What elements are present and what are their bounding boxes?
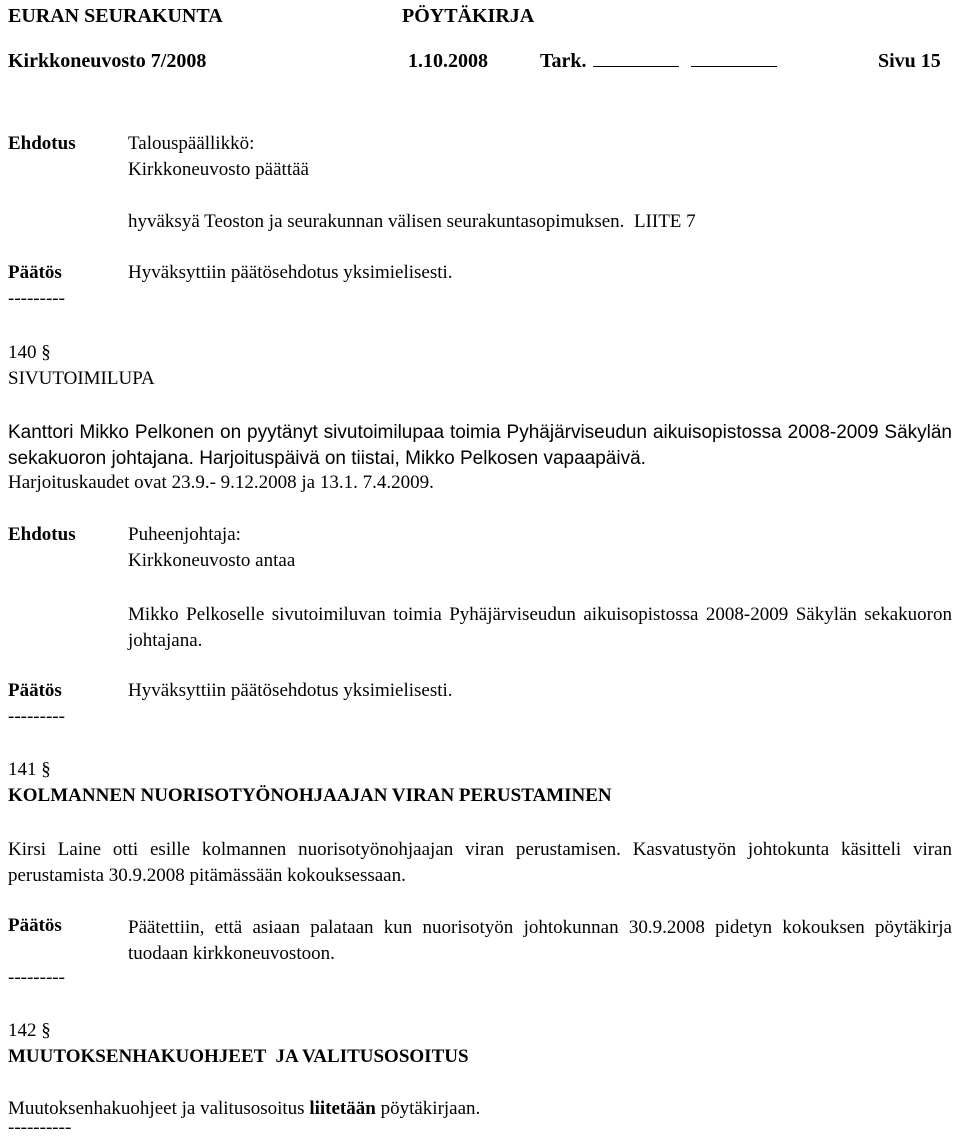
check-signature-line-1 [593,50,679,67]
decision-label: Päätös [8,680,62,701]
attachment-ref: LIITE 7 [633,211,696,232]
separator: --------- [8,288,65,309]
section-title: SIVUTOIMILUPA [8,368,155,389]
proposal-label: Ehdotus [8,133,76,154]
separator: --------- [8,967,65,988]
check-signature-line-2 [691,50,777,67]
proposal-text [128,211,696,233]
section-title: MUUTOKSENHAKUOHJEET JA VALITUSOSOITUS [8,1046,469,1067]
section-sign-icon: § [41,1020,51,1041]
section-text: Muutoksenhakuohjeet ja valitusosoitus liitetään pöytäkirjaan. [8,1098,481,1119]
proposer: Puheenjohtaja: [128,524,241,545]
section-number: 140 § [8,342,51,363]
section-text: Kanttori Mikko Pelkonen on pyytänyt sivutoimilupaa toimia Pyhäjärviseudun aikuisopistossa 2008-2009 Säkylän sekakuoron johtajana. Harjoituspäivä on tiistai, Mikko Pelkosen vapaapäivä. [8,422,952,469]
section-text: Kirsi Laine otti esille kolmannen nuorisotyönohjaajan viran perustamisen. Kasvatustyön johtokunta käsitteli viran perustamista 30.9.2008 pitämässään kokouksessaan. [8,839,952,886]
section-text-dates: Harjoituskaudet ovat 23.9.- 9.12.2008 ja 13.1. 7.4.2009. [8,472,434,493]
section-sign-icon: § [41,342,51,363]
decision-label: Päätös [8,915,62,936]
proposal-text: Mikko Pelkoselle sivutoimiluvan toimia Pyhäjärviseudun aikuisopistossa 2008-2009 Säkylän sekakuoron johtajana. [128,604,952,651]
separator: ---------- [8,1117,72,1138]
emphasis: liitetään [309,1098,376,1119]
decides-line: Kirkkoneuvosto antaa [128,550,296,571]
meeting-date: 1.10.2008 [408,50,488,72]
section-title: KOLMANNEN NUORISOTYÖNOHJAAJAN VIRAN PERUSTAMINEN [8,785,612,806]
separator: --------- [8,706,65,727]
decides-line: Kirkkoneuvosto päättää [128,159,309,180]
section-number: 142 § [8,1020,51,1041]
proposer: Talouspäällikkö: [128,133,255,154]
org-name: EURAN SEURAKUNTA [8,5,223,27]
check-label: Tark. [540,50,587,72]
page-number: Sivu 15 [878,50,941,72]
meeting-body: Kirkkoneuvosto 7/2008 [8,50,207,72]
section-sign-icon: § [41,759,51,780]
proposal-label: Ehdotus [8,524,76,545]
check-field [540,50,777,72]
section-number: 141 § [8,759,51,780]
decision-text: Hyväksyttiin päätösehdotus yksimielisesti. [128,262,453,283]
proposal-body: hyväksyä Teoston ja seurakunnan välisen seurakuntasopimuksen. [128,211,625,232]
decision-text: Päätettiin, että asiaan palataan kun nuorisotyön johtokunnan 30.9.2008 pidetyn kokouksen pöytäkirja tuodaan kirkkoneuvostoon. [128,917,952,964]
document-type: PÖYTÄKIRJA [402,5,535,27]
decision-label: Päätös [8,262,62,283]
decision-text: Hyväksyttiin päätösehdotus yksimielisesti. [128,680,453,701]
